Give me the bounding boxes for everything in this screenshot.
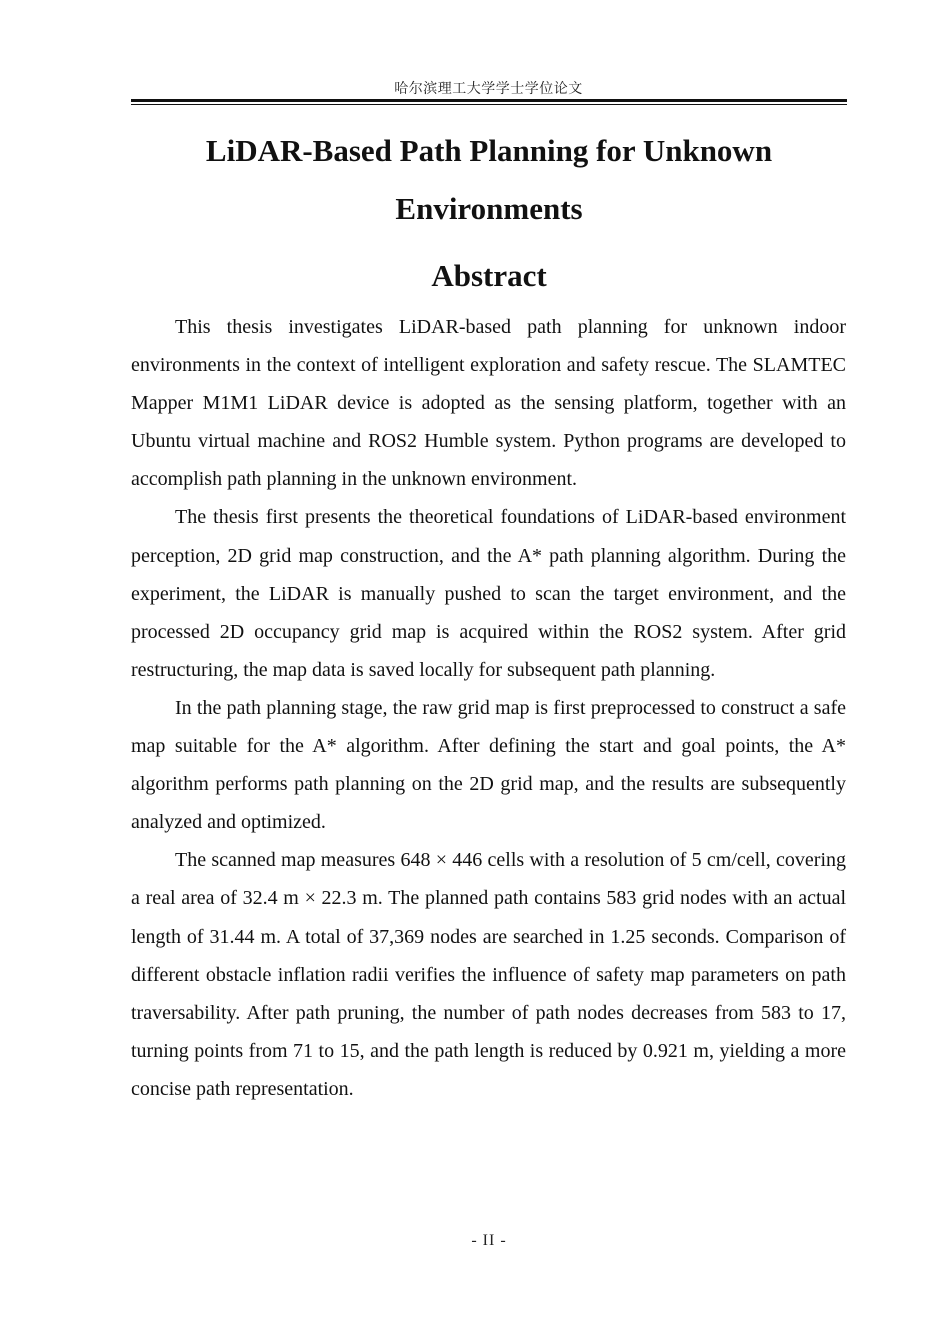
abstract-paragraph: The scanned map measures 648 × 446 cells with a resolution of 5 cm/cell, covering a real area of 32.4 m × 22.3 m. The planned path contains 583 grid nodes with an actual length of 31.44 m. A total of 37,369 nodes are searched in 1.25 seconds. Comparison of different obstacle inflation radii verifies the influence of safety map parameters on path traversability. After path pruning, the number of path nodes decreases from 583 to 17, turning points from 71 to 15, and the path length is reduced by 0.921 m, yielding a more concise path representation. xyxy=(131,849,846,1100)
header-rule xyxy=(131,99,847,102)
abstract-heading: Abstract xyxy=(431,258,547,293)
abstract-paragraph: This thesis investigates LiDAR-based path planning for unknown indoor environments in the context of intelligent exploration and safety rescue. The SLAMTEC Mapper M1M1 LiDAR device is adopted as the sensing platform, together with an Ubuntu virtual machine and ROS2 Humble system. Python programs are developed to accomplish path planning in the unknown environment. xyxy=(131,316,846,491)
abstract-paragraph: The thesis first presents the theoretical foundations of LiDAR-based environment perception, 2D grid map construction, and the A* path planning algorithm. During the experiment, the LiDAR is manually pushed to scan the target environment, and the processed 2D occupancy grid map is acquired within the ROS2 system. After grid restructuring, the map data is saved locally for subsequent path planning. xyxy=(131,506,846,681)
header-rule-thin xyxy=(131,104,847,105)
abstract-body xyxy=(131,308,846,1108)
page-number: - II - xyxy=(471,1232,507,1249)
abstract-paragraph: In the path planning stage, the raw grid map is first preprocessed to construct a safe map suitable for the A* algorithm. After defining the start and goal points, the A* algorithm performs path planning on the 2D grid map, and the results are subsequently analyzed and optimized. xyxy=(131,696,846,834)
thesis-title-line-1: LiDAR-Based Path Planning for Unknown xyxy=(205,133,773,168)
thesis-title xyxy=(131,122,847,238)
running-header: 哈尔滨理工大学学士学位论文 xyxy=(394,81,583,97)
thesis-title-line-2: Environments xyxy=(395,191,583,226)
